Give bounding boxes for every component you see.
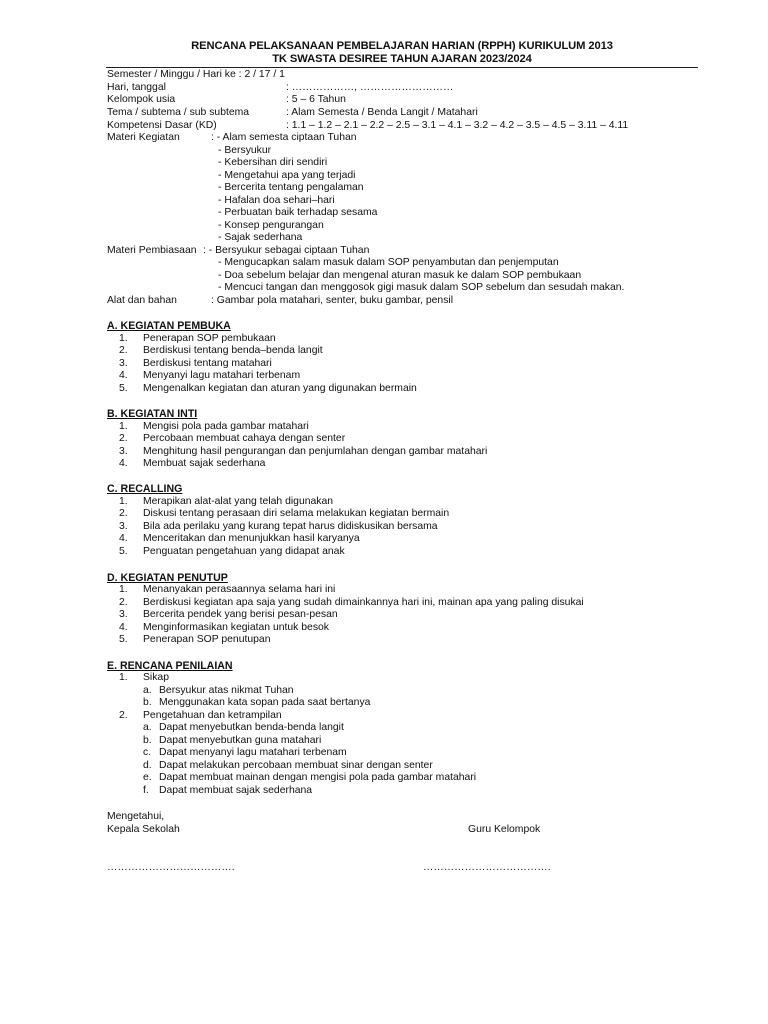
- list-number: 5.: [119, 383, 128, 394]
- pembiasaan-item: - Doa sebelum belajar dan mengenal aturan masuk ke dalam SOP pembukaan: [218, 270, 582, 281]
- kd-value: : 1.1 – 1.2 – 2.1 – 2.2 – 2.5 – 3.1 – 4.1 – 3.2 – 4.2 – 3.5 – 4.5 – 3.11 – 4.11: [286, 120, 629, 131]
- guru-kelompok-label: Guru Kelompok: [468, 824, 541, 835]
- list-item: Bercerita pendek yang berisi pesan-pesan: [143, 609, 338, 620]
- mengetahui-label: Mengetahui,: [107, 811, 165, 822]
- list-item: Berdiskusi tentang matahari: [143, 358, 272, 369]
- sub-letter: b.: [143, 735, 152, 746]
- list-number: 2.: [119, 345, 128, 356]
- kelompok-value: : 5 – 6 Tahun: [286, 94, 346, 105]
- list-item: Pengetahuan dan ketrampilan: [143, 710, 282, 721]
- list-item: Menceritakan dan menunjukkan hasil karyanya: [143, 533, 360, 544]
- list-number: 1.: [119, 584, 128, 595]
- title-divider: [106, 67, 698, 68]
- hari-value: : ………………, ………………………: [286, 82, 454, 93]
- section-e-title: E. RENCANA PENILAIAN: [107, 660, 233, 672]
- list-item: Mengisi pola pada gambar matahari: [143, 421, 309, 432]
- sub-item: Dapat membuat mainan dengan mengisi pola pada gambar matahari: [159, 772, 477, 783]
- tema-value: : Alam Semesta / Benda Langit / Matahari: [286, 107, 478, 118]
- sub-item: Bersyukur atas nikmat Tuhan: [159, 685, 294, 696]
- sub-item: Menggunakan kata sopan pada saat bertanya: [159, 697, 371, 708]
- sub-item: Dapat membuat sajak sederhana: [159, 785, 313, 796]
- list-item: Berdiskusi tentang benda–benda langit: [143, 345, 323, 356]
- list-number: 4.: [119, 458, 128, 469]
- alat-value: : Gambar pola matahari, senter, buku gambar, pensil: [211, 295, 454, 306]
- list-item: Menginformasikan kegiatan untuk besok: [143, 622, 329, 633]
- materi-item: - Bersyukur: [218, 145, 272, 156]
- list-item: Menghitung hasil pengurangan dan penjumlahan dengan gambar matahari: [143, 446, 488, 457]
- sub-item: Dapat menyebutkan benda-benda langit: [159, 722, 344, 733]
- sub-item: Dapat menyebutkan guna matahari: [159, 735, 322, 746]
- sub-item: Dapat menyanyi lagu matahari terbenam: [159, 747, 347, 758]
- kd-label: Kompetensi Dasar (KD): [107, 120, 217, 131]
- list-item: Membuat sajak sederhana: [143, 458, 266, 469]
- materi-first: : - Alam semesta ciptaan Tuhan: [211, 132, 357, 143]
- sub-letter: e.: [143, 772, 152, 783]
- materi-item: - Konsep pengurangan: [218, 220, 324, 231]
- list-number: 4.: [119, 622, 128, 633]
- list-number: 2.: [119, 597, 128, 608]
- document-subtitle: TK SWASTA DESIREE TAHUN AJARAN 2023/2024: [272, 53, 532, 65]
- materi-item: - Bercerita tentang pengalaman: [218, 182, 364, 193]
- hari-label: Hari, tanggal: [107, 82, 166, 93]
- list-number: 3.: [119, 358, 128, 369]
- list-item: Sikap: [143, 672, 169, 683]
- list-item: Percobaan membuat cahaya dengan senter: [143, 433, 346, 444]
- semester-line: Semester / Minggu / Hari ke : 2 / 17 / 1: [107, 69, 285, 80]
- list-number: 2.: [119, 710, 128, 721]
- materi-item: - Kebersihan diri sendiri: [218, 157, 328, 168]
- list-number: 4.: [119, 370, 128, 381]
- list-number: 4.: [119, 533, 128, 544]
- section-b-title: B. KEGIATAN INTI: [107, 408, 198, 420]
- list-number: 1.: [119, 333, 128, 344]
- list-item: Penerapan SOP penutupan: [143, 634, 271, 645]
- kepala-sekolah-label: Kepala Sekolah: [107, 824, 180, 835]
- list-item: Penguatan pengetahuan yang didapat anak: [143, 546, 345, 557]
- pembiasaan-first: : - Bersyukur sebagai ciptaan Tuhan: [203, 245, 370, 256]
- signature-line-right: ……………………………….: [423, 862, 551, 873]
- pembiasaan-label: Materi Pembiasaan: [107, 245, 197, 256]
- kelompok-label: Kelompok usia: [107, 94, 176, 105]
- pembiasaan-item: - Mengucapkan salam masuk dalam SOP penyambutan dan penjemputan: [218, 257, 559, 268]
- tema-label: Tema / subtema / sub subtema: [107, 107, 250, 118]
- list-number: 3.: [119, 446, 128, 457]
- section-c-title: C. RECALLING: [107, 483, 183, 495]
- list-item: Bila ada perilaku yang kurang tepat harus didiskusikan bersama: [143, 521, 438, 532]
- list-number: 1.: [119, 672, 128, 683]
- list-item: Menanyakan perasaannya selama hari ini: [143, 584, 336, 595]
- list-item: Berdiskusi kegiatan apa saja yang sudah dimainkannya hari ini, mainan apa yang paling disukai: [143, 597, 584, 608]
- list-number: 3.: [119, 521, 128, 532]
- sub-letter: c.: [143, 747, 152, 758]
- list-number: 2.: [119, 508, 128, 519]
- list-item: Diskusi tentang perasaan diri selama melakukan kegiatan bermain: [143, 508, 450, 519]
- section-a-title: A. KEGIATAN PEMBUKA: [107, 320, 231, 332]
- materi-label: Materi Kegiatan: [107, 132, 180, 143]
- materi-item: - Mengetahui apa yang terjadi: [218, 170, 356, 181]
- list-item: Menyanyi lagu matahari terbenam: [143, 370, 301, 381]
- sub-letter: d.: [143, 760, 152, 771]
- materi-item: - Perbuatan baik terhadap sesama: [218, 207, 378, 218]
- list-number: 3.: [119, 609, 128, 620]
- list-number: 5.: [119, 546, 128, 557]
- list-item: Penerapan SOP pembukaan: [143, 333, 276, 344]
- sub-letter: f.: [143, 785, 149, 796]
- pembiasaan-item: - Mencuci tangan dan menggosok gigi masuk dalam SOP sebelum dan sesudah makan.: [218, 282, 625, 293]
- alat-label: Alat dan bahan: [107, 295, 177, 306]
- materi-item: - Hafalan doa sehari–hari: [218, 195, 335, 206]
- list-number: 2.: [119, 433, 128, 444]
- list-item: Mengenalkan kegiatan dan aturan yang digunakan bermain: [143, 383, 417, 394]
- section-d-title: D. KEGIATAN PENUTUP: [107, 572, 228, 584]
- sub-item: Dapat melakukan percobaan membuat sinar dengan senter: [159, 760, 433, 771]
- list-number: 1.: [119, 496, 128, 507]
- document-title: RENCANA PELAKSANAAN PEMBELAJARAN HARIAN (RPPH) KURIKULUM 2013: [191, 40, 613, 52]
- sub-letter: a.: [143, 685, 152, 696]
- list-item: Merapikan alat-alat yang telah digunakan: [143, 496, 334, 507]
- signature-line-left: ……………………………….: [107, 862, 235, 873]
- sub-letter: a.: [143, 722, 152, 733]
- list-number: 5.: [119, 634, 128, 645]
- sub-letter: b.: [143, 697, 152, 708]
- materi-item: - Sajak sederhana: [218, 232, 303, 243]
- list-number: 1.: [119, 421, 128, 432]
